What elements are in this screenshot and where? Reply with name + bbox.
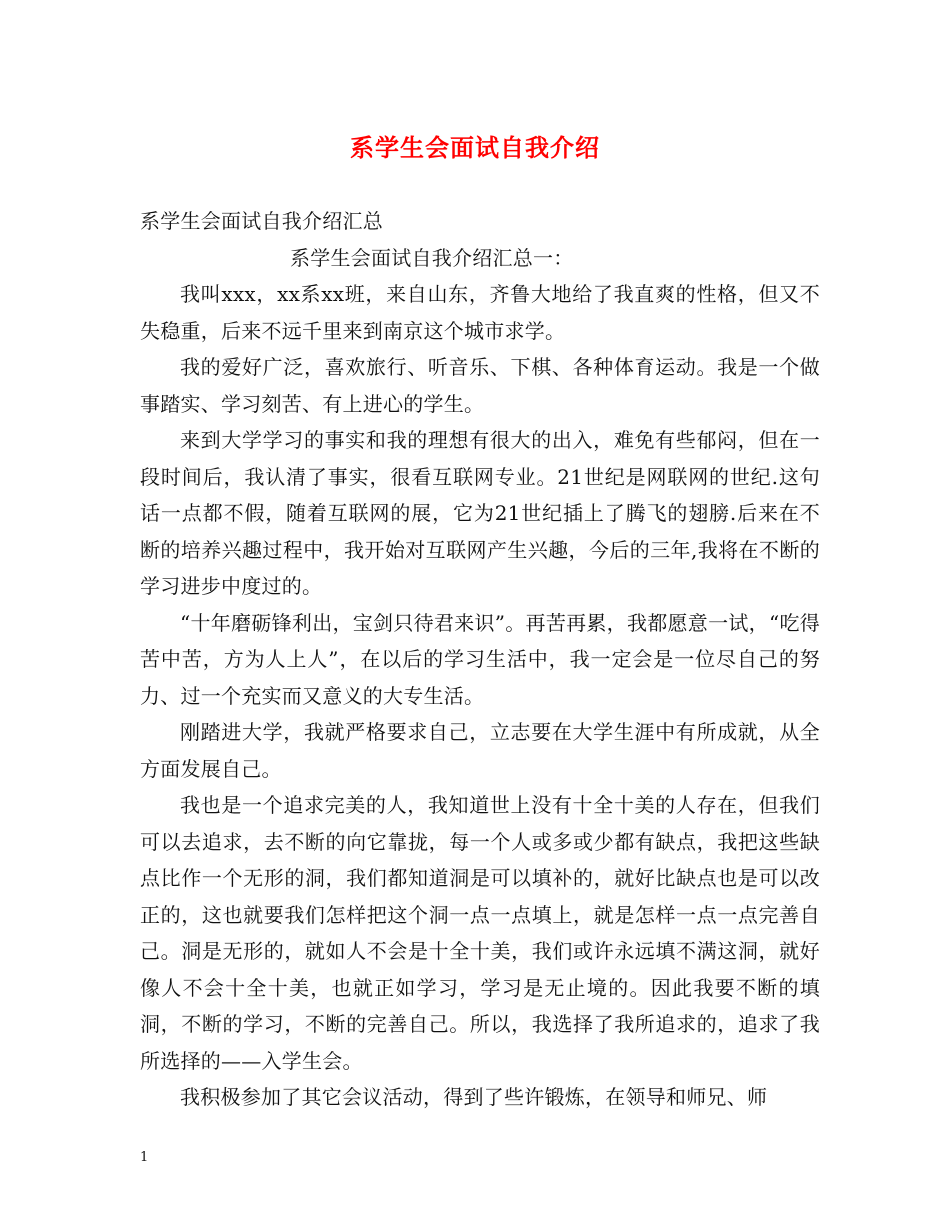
paragraph-perfection: 我也是一个追求完美的人，我知道世上没有十全十美的人存在，但我们可以去追求，去不断的向它靠拢，每一个人或多或少都有缺点，我把这些缺点比作一个无形的洞，我们都知道洞是可以填补的，就好比缺点也是可以改正的，这也就要我们怎样把这个洞一点一点填上，就是怎样一点一点完善自己。洞是无形的，就如人不会是十全十美，我们或许永远填不满这洞，就好像人不会十全十美，也就正如学习，学习是无止境的。因此我要不断的填洞，不断的学习，不断的完善自己。所以，我选择了我所追求的，追求了我所选择的——入学生会。	[140, 793, 820, 1073]
paragraph-goals: 刚踏进大学，我就严格要求自己，立志要在大学生涯中有所成就，从全方面发展自己。	[140, 720, 820, 781]
summary-heading: 系学生会面试自我介绍汇总	[140, 209, 383, 233]
paragraph-activities: 我积极参加了其它会议活动，得到了些许锻炼，在领导和师兄、师	[180, 1085, 768, 1109]
document-title: 系学生会面试自我介绍	[350, 133, 600, 162]
paragraph-intro: 我叫xxx，xx系xx班，来自山东，齐鲁大地给了我直爽的性格，但又不失稳重，后来不远千里来到南京这个城市求学。	[140, 282, 820, 343]
paragraph-hobbies: 我的爱好广泛，喜欢旅行、听音乐、下棋、各种体育运动。我是一个做事踏实、学习刻苦、有上进心的学生。	[140, 355, 820, 416]
section-heading: 系学生会面试自我介绍汇总一：	[290, 245, 574, 270]
paragraph-motto: “十年磨砺锋利出，宝剑只待君来识”。再苦再累，我都愿意一试，“吃得苦中苦，方为人上人”，在以后的学习生活中，我一定会是一位尽自己的努力、过一个充实而又意义的大专生活。	[140, 610, 820, 708]
page-number: 1	[140, 1150, 149, 1165]
document-body	[140, 203, 820, 1116]
paragraph-study: 来到大学学习的事实和我的理想有很大的出入，难免有些郁闷，但在一段时间后，我认清了事实，很看互联网专业。21世纪是网联网的世纪.这句话一点都不假，随着互联网的展，它为21世纪插上了腾飞的翅膀.后来在不断的培养兴趣过程中，我开始对互联网产生兴趣，今后的三年,我将在不断的学习进步中度过的。	[140, 428, 820, 598]
